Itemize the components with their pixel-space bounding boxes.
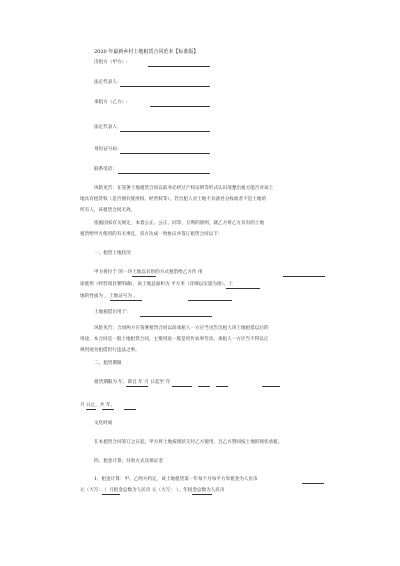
field-lessee: 承租方（乙方）: — [94, 100, 128, 105]
s1-after: 土地租借后用于： — [94, 310, 131, 315]
section-1-heading: 一、租赁土地状况 — [94, 251, 131, 256]
section-3-heading: 文化时间 — [94, 421, 113, 426]
use-blank — [140, 316, 212, 317]
area-blank — [226, 288, 260, 289]
term-years-blank — [126, 386, 148, 387]
risk2-line-2: 用途，本合同是一般土地租赁合同，主要用途一般是用作农事劳动。承租人一方应当不得以正 — [80, 337, 269, 342]
s3-line: 在本租赁合同签订之日起，甲方将土地按现状交付乙方使用，且乙方赞同按土地的现状承租。 — [94, 440, 283, 445]
field-lessee-rep: 法定代表人： — [94, 125, 122, 130]
risk2-line-1: 风险见告：合同两方在签署租赁合同以前承租人一方应当见告出租人该土地租借以后的 — [94, 326, 269, 331]
end-year-blank — [262, 386, 280, 387]
section-4-heading: 四、租金计算、付款方式及保证金 — [94, 459, 163, 464]
s4-line-1: 1、租金计算：甲、乙两方约定，该土地租赁第一年每个月每平方米租金为人民币 — [94, 477, 258, 482]
start-day-blank — [216, 386, 228, 387]
id-number-blank — [120, 153, 210, 154]
lessee-rep-blank — [120, 131, 210, 132]
location-blank — [132, 276, 156, 277]
s1-line-1: 甲方将位于 的一块土地以有偿的方式租借给乙方作 用 — [94, 270, 203, 275]
intro-line-2: 地具有租赁权（是否拥有使用权、经营权等）。若出租人对土地不具备处分权或者不是土地的 — [80, 197, 267, 202]
field-lessor-rep: 法定代表人： — [94, 80, 122, 85]
intro-line-5: 租赁给甲方使用的有关事宜，双方达成一致协议并签订租赁合同以下： — [80, 232, 223, 237]
intro-line-4: 依据国家有关规定，本着公正、公正、同等、互利的原则，就乙方将乙方具有的土地 — [94, 221, 264, 226]
end-month-blank — [86, 409, 96, 410]
land-cert-blank — [188, 300, 232, 301]
field-lessor: 出租方（甲方）: — [94, 60, 128, 65]
lessee-blank — [150, 106, 210, 107]
s1-line-3: 地的性质为 ，土地证号为 。 — [80, 294, 139, 299]
monthly-total-blank — [192, 494, 212, 495]
risk2-line-3: 规用途为租借但行违法之事。 — [80, 348, 140, 353]
lessor-blank — [148, 66, 210, 67]
section-2-heading: 二、租赁期限 — [94, 361, 122, 366]
monthly-rate-blank — [302, 483, 324, 484]
start-year-blank — [172, 386, 192, 387]
s2-line-2: 月 日止，共 年。 — [80, 403, 116, 408]
purpose-blank — [283, 276, 325, 277]
field-id-number: 身份证号码： — [94, 147, 122, 152]
start-month-blank — [198, 386, 210, 387]
end-day-blank — [102, 409, 114, 410]
intro-line-3: 所有人，该租赁合同无效。 — [80, 208, 136, 213]
lessor-rep-blank — [120, 86, 210, 87]
phone-blank — [118, 173, 210, 174]
document-title: 2020 年最新乡村土地租赁合同范本【标准版】 — [94, 49, 199, 55]
s4-line-2: 元（大写： ）月租金总数为人民币 元（大写： ），年租金总数为人民币 — [80, 488, 225, 493]
s2-line-1: 租赁期限为 年，即自 年 月 日起至 年 — [94, 380, 171, 385]
intro-line-1: 风险见告：在签署土地租赁合同以前务必经过产权证明等形式认识清楚出租方能否对该土 — [94, 186, 274, 191]
total-years-blank — [124, 409, 136, 410]
land-nature-blank — [110, 300, 142, 301]
field-phone: 联系电话： — [94, 167, 117, 172]
s1-line-2: 途使用（经营项目要明确），该土地总面积为 平方米（详细以实量为准），土 — [80, 282, 234, 287]
monthly-rate-words-blank — [102, 494, 120, 495]
